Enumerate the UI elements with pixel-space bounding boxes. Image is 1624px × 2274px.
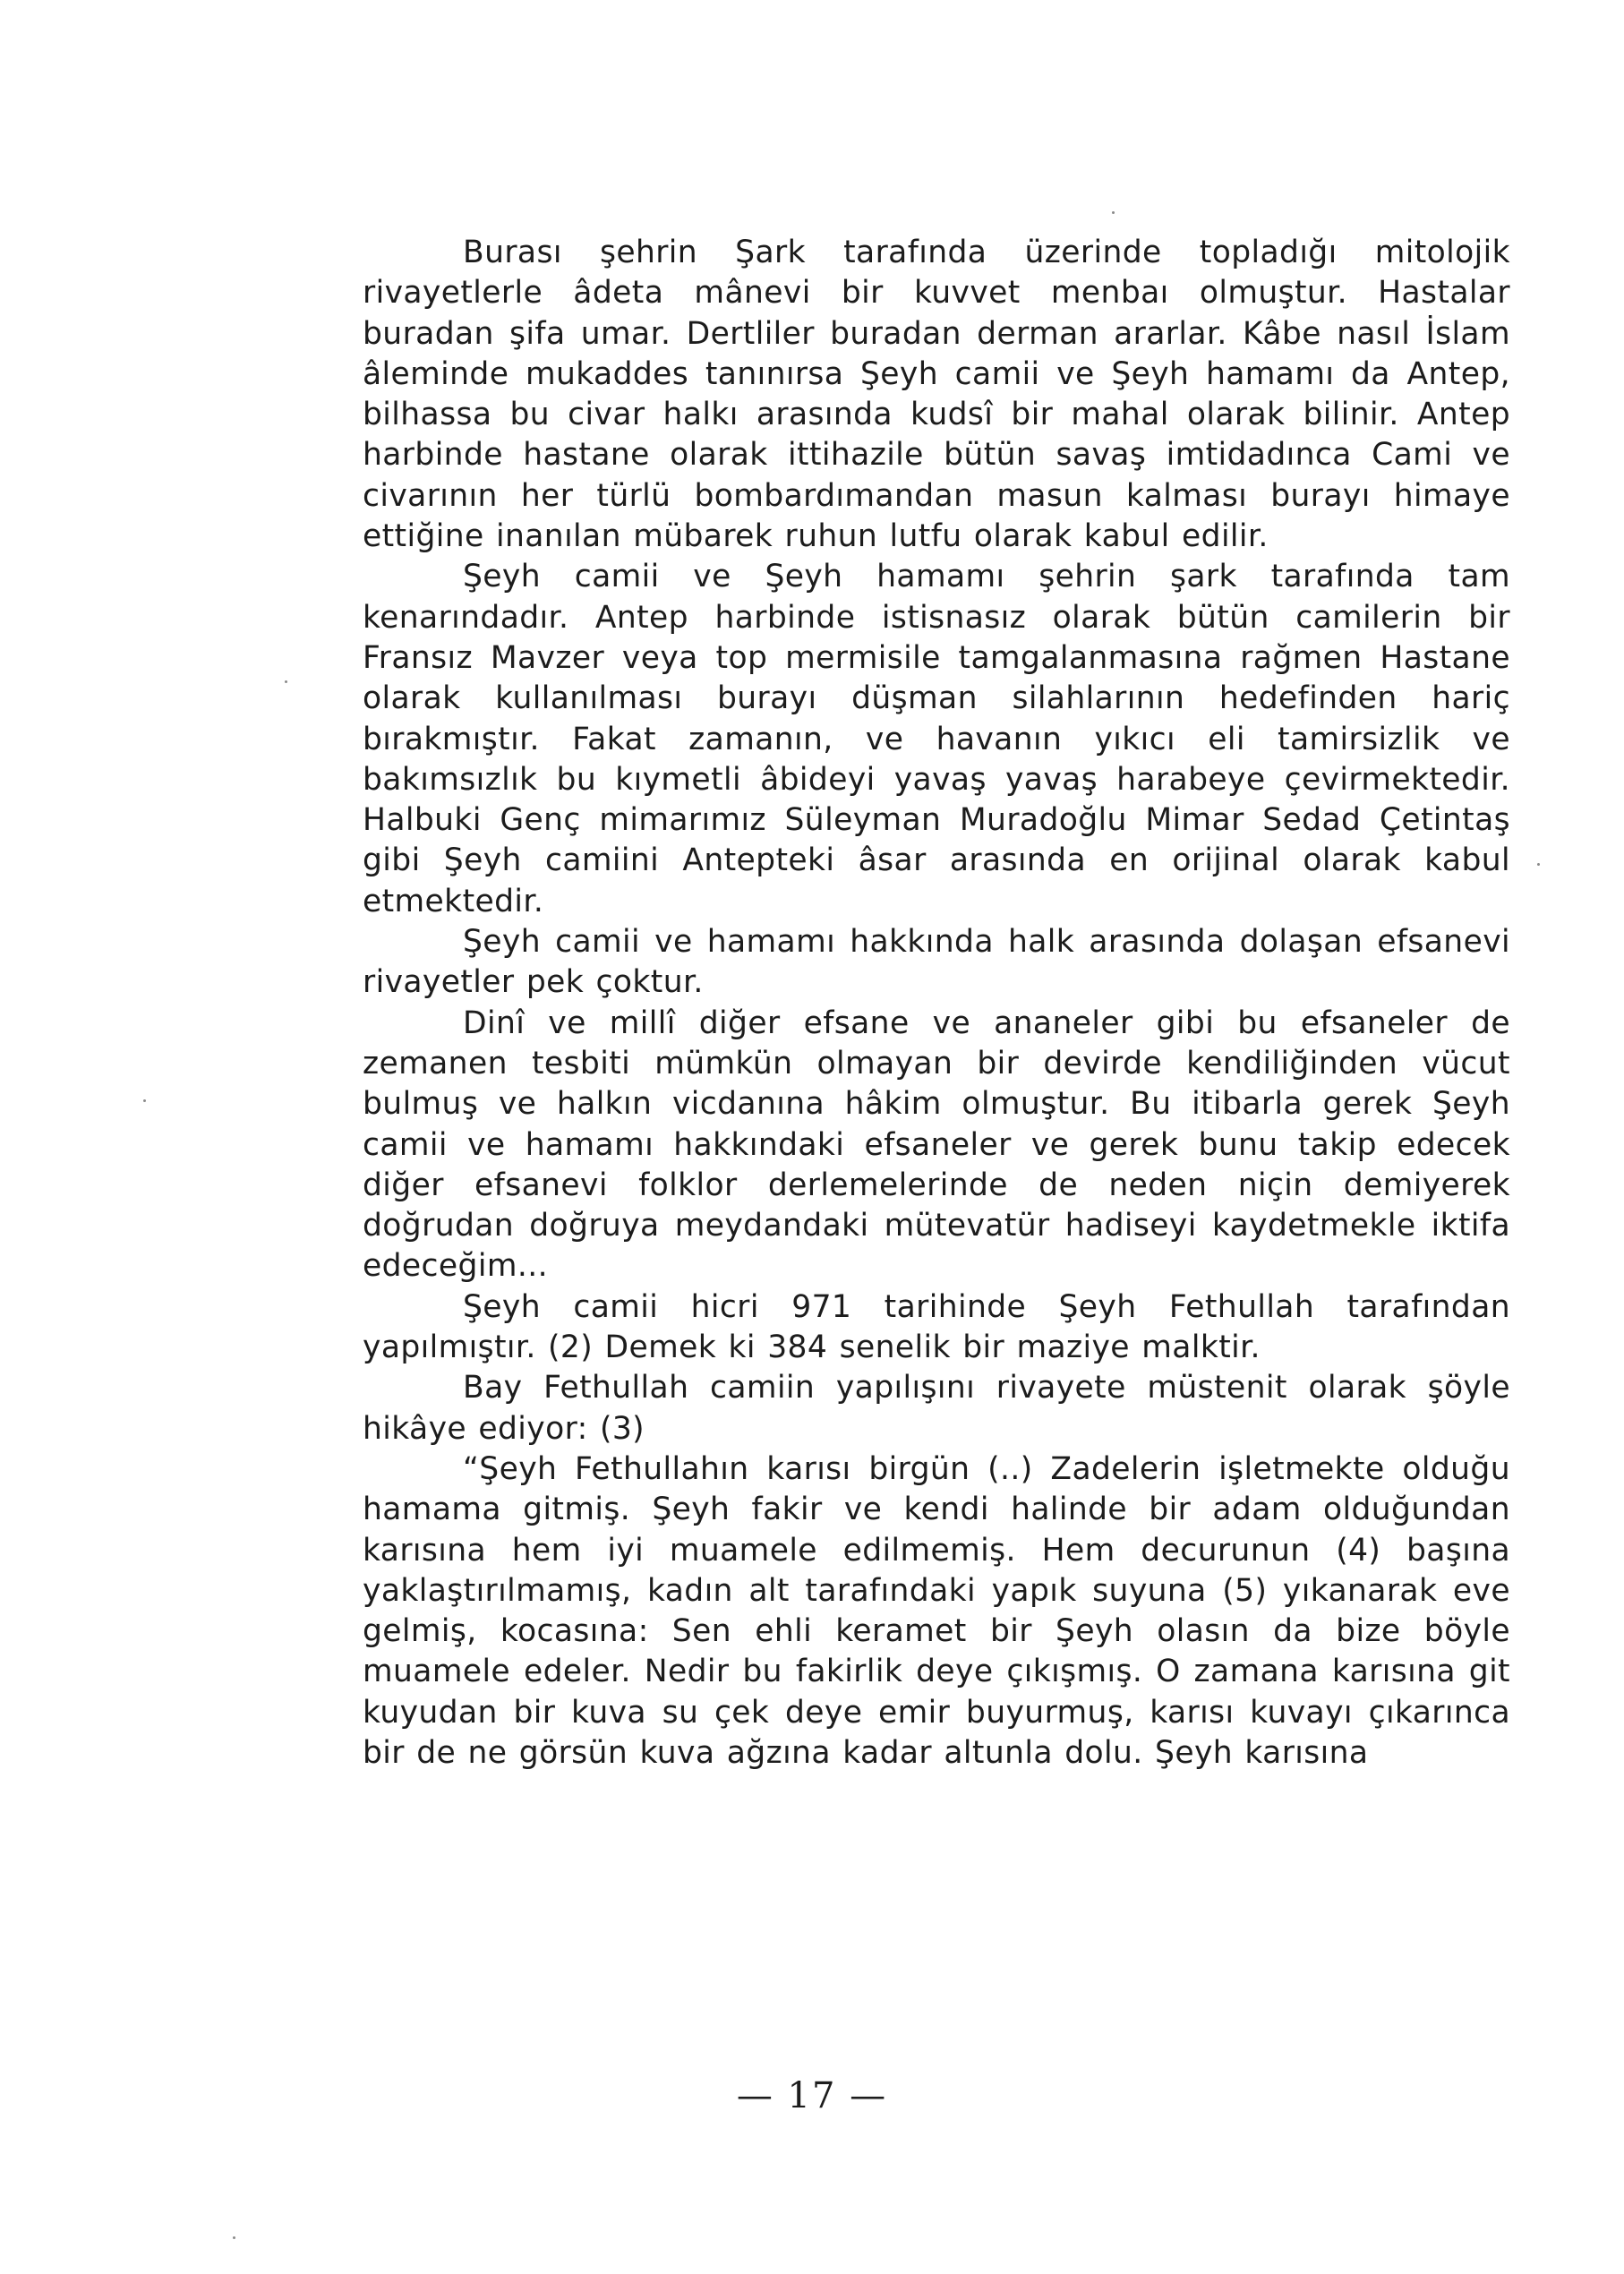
paragraph-bay-fethullah: Bay Fethullah camiin yapılışını rivayete müstenit olarak şöyle hikâye ediyor: (3) — [363, 1370, 1510, 1447]
paragraph-mitolojik-rivayetler: Burası şehrin Şark tarafında üzerinde topladığı mitolojik rivayetlerle âdeta mânevi bir kuvvet menbaı olmuştur. Hastalar buradan şifa umar. Dertliler buradan derman ararlar. Kâbe nasıl İslam âleminde mukaddes tanınırsa Şeyh camii ve Şeyh hamamı da Antep, bilhassa bu civar halkı arasında kudsî bir mahal olarak bilinir. Antep harbinde hastane olarak ittihazile bütün savaş imtidadınca Cami ve civarının her türlü bombardımandan masun kalması burayı himaye ettiğine inanılan mübarek ruhun lutfu olarak kabul edilir. — [363, 235, 1510, 555]
paragraph-seyh-fethullahin-karisi: “Şeyh Fethullahın karısı birgün (..) Zadelerin işletmekte olduğu hamama gitmiş. Şeyh fakir ve kendi halinde bir adam olduğundan karısına hem iyi muamele edilmemiş. Hem decurunun (4) başına yaklaştırılmamış, kadın alt tarafındaki yapık suyuna (5) yıkanarak eve gelmiş, kocasına: Sen ehli keramet bir Şeyh olasın da bize böyle muamele edeler. Nedir bu fakirlik deye çıkışmış. O zamana karısına git kuyudan bir kuva su çek deye emir buyurmuş, karısı kuvayı çıkarınca bir de ne görsün kuva ağzına kadar altunla dolu. Şeyh karısına — [363, 1450, 1510, 1771]
scan-speck — [143, 1099, 146, 1102]
scan-speck — [1537, 863, 1540, 866]
scan-speck — [233, 2236, 235, 2239]
paragraph-antep-harbi: Şeyh camii ve Şeyh hamamı şehrin şark tarafında tam kenarındadır. Antep harbinde istisnasız olarak bütün camilerin bir Fransız Mavzer veya top mermisile tamgalanmasına rağmen Hastane olarak kullanılması burayı düşman silahlarının hedefinden hariç bırakmıştır. Fakat zamanın, ve havanın yıkıcı eli tamirsizlik ve bakımsızlık bu kıymetli âbideyi yavaş yavaş harabeye çevirmektedir. Halbuki Genç mimarımız Süleyman Muradoğlu Mimar Sedad Çetintaş gibi Şeyh camiini Antepteki âsar arasında en orijinal olarak kabul etmektedir. — [363, 559, 1510, 919]
paragraph-efsanevi-rivayetler: Şeyh camii ve hamamı hakkında halk arasında dolaşan efsanevi rivayetler pek çoktur. — [363, 924, 1510, 1001]
page-number: — 17 — — [736, 2075, 888, 2116]
scan-speck — [285, 680, 287, 683]
paragraph-dini-ve-milli: Dinî ve millî diğer efsane ve ananeler gibi bu efsaneler de zemanen tesbiti mümkün olmayan bir devirde kendiliğinden vücut bulmuş ve halkın vicdanına hâkim olmuştur. Bu itibarla gerek Şeyh camii ve hamamı hakkındaki efsaneler ve gerek bunu takip edecek diğer efsanevi folklor derlemelerinde de neden niçin demiyerek doğrudan doğruya meydandaki mütevatür hadiseyi kaydetmekle iktifa edeceğim... — [363, 1004, 1510, 1285]
body-text — [363, 233, 1510, 1774]
scan-speck — [1112, 211, 1115, 214]
paragraph-hicri-971: Şeyh camii hicri 971 tarihinde Şeyh Fethullah tarafından yapılmıştır. (2) Demek ki 384 senelik bir maziye malktir. — [363, 1288, 1510, 1366]
